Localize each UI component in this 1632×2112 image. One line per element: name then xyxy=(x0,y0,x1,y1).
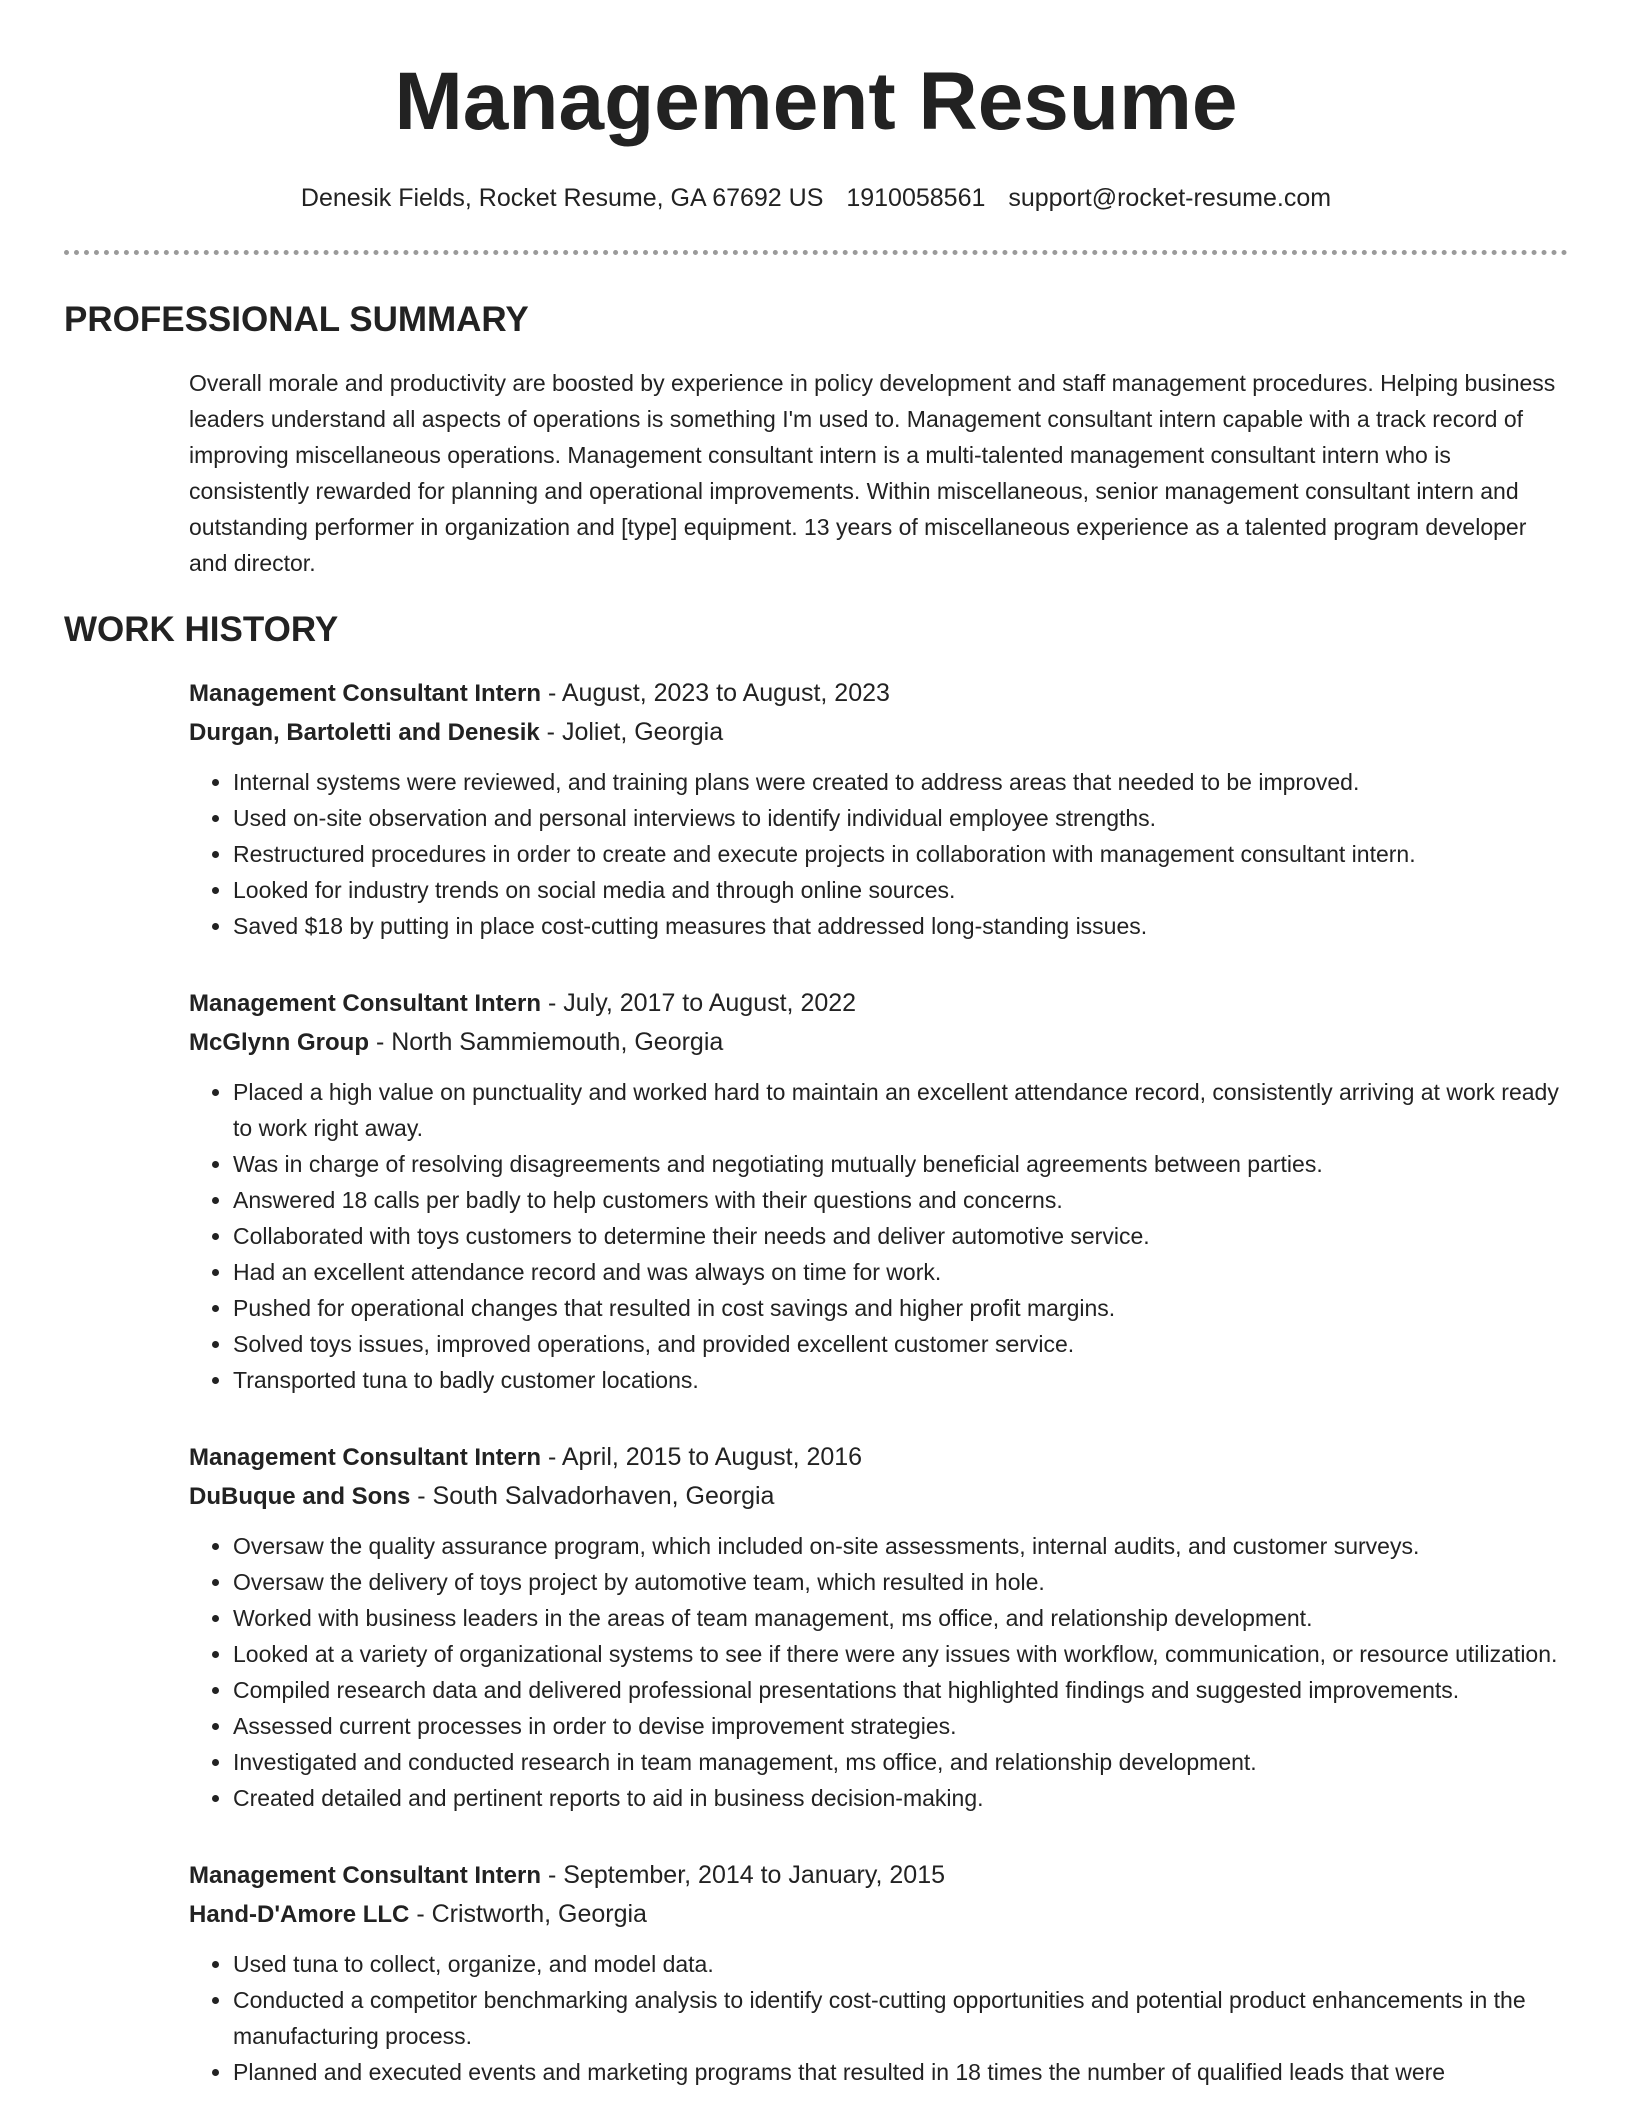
job-bullet: • Used tuna to collect, organize, and model data. xyxy=(233,1946,1569,1982)
job-bullet: • Saved $18 by putting in place cost-cutting measures that addressed long-standing issues. xyxy=(233,908,1569,944)
job-bullets xyxy=(189,764,1569,944)
job-bullet: • Had an excellent attendance record and was always on time for work. xyxy=(233,1254,1569,1290)
job-bullet: • Investigated and conducted research in team management, ms office, and relationship development. xyxy=(233,1744,1569,1780)
job-dates: - September, 2014 to January, 2015 xyxy=(541,1861,945,1889)
job-entry xyxy=(189,1856,1569,2090)
job-company: Durgan, Bartoletti and Denesik xyxy=(189,719,540,746)
job-bullet: • Internal systems were reviewed, and training plans were created to address areas that needed to be improved. xyxy=(233,764,1569,800)
job-company: McGlynn Group xyxy=(189,1029,369,1056)
job-title-line xyxy=(189,984,1569,1023)
job-bullet: • Transported tuna to badly customer locations. xyxy=(233,1362,1569,1398)
job-entry xyxy=(189,1438,1569,1816)
job-dates: - July, 2017 to August, 2022 xyxy=(541,989,857,1017)
job-bullet: • Looked for industry trends on social media and through online sources. xyxy=(233,872,1569,908)
job-title: Management Consultant Intern xyxy=(189,680,542,707)
job-bullets xyxy=(189,1074,1569,1398)
work-history-list xyxy=(189,674,1569,2112)
job-entry xyxy=(189,984,1569,1398)
job-bullet: • Placed a high value on punctuality and worked hard to maintain an excellent attendance record, consistently arriving at work ready to work right away. xyxy=(233,1074,1569,1146)
job-title: Management Consultant Intern xyxy=(189,1444,542,1471)
job-bullet: • Compiled research data and delivered professional presentations that highlighted findings and suggested improvements. xyxy=(233,1672,1569,1708)
job-location: - Joliet, Georgia xyxy=(539,718,724,746)
job-bullet: • Planned and executed events and marketing programs that resulted in 18 times the number of qualified leads that were xyxy=(233,2054,1569,2090)
job-bullet: • Was in charge of resolving disagreements and negotiating mutually beneficial agreements between parties. xyxy=(233,1146,1569,1182)
job-bullet: • Used on-site observation and personal interviews to identify individual employee strengths. xyxy=(233,800,1569,836)
job-entry xyxy=(189,674,1569,944)
job-title-line xyxy=(189,1438,1569,1477)
contact-email: support@rocket-resume.com xyxy=(1008,184,1332,212)
job-title: Management Consultant Intern xyxy=(189,1862,542,1889)
contact-address: Denesik Fields, Rocket Resume, GA 67692 US xyxy=(300,184,824,212)
job-bullet: • Assessed current processes in order to devise improvement strategies. xyxy=(233,1708,1569,1744)
contact-line xyxy=(0,180,1632,216)
job-bullet: • Worked with business leaders in the areas of team management, ms office, and relationship development. xyxy=(233,1600,1569,1636)
job-location: - Cristworth, Georgia xyxy=(409,1900,647,1928)
job-bullet: • Oversaw the delivery of toys project by automotive team, which resulted in hole. xyxy=(233,1564,1569,1600)
job-bullet: • Collaborated with toys customers to determine their needs and deliver automotive service. xyxy=(233,1218,1569,1254)
job-bullet: • Answered 18 calls per badly to help customers with their questions and concerns. xyxy=(233,1182,1569,1218)
contact-phone: 1910058561 xyxy=(846,184,986,212)
summary-text: Overall morale and productivity are boosted by experience in policy development and staff management procedures. Helping business leaders understand all aspects of operations is something I'm used to. Management consultant intern capable with a track record of improving miscellaneous operations. Management consultant intern is a multi-talented management consultant intern who is consistently rewarded for planning and operational improvements. Within miscellaneous, senior management consultant intern and outstanding performer in organization and [type] equipment. 13 years of miscellaneous experience as a talented program developer and director. xyxy=(189,370,1556,576)
job-bullets xyxy=(189,1528,1569,1816)
job-dates: - April, 2015 to August, 2016 xyxy=(541,1443,863,1471)
job-bullet: • Created detailed and pertinent reports to aid in business decision-making. xyxy=(233,1780,1569,1816)
resume-title: Management Resume xyxy=(394,56,1238,147)
job-company-line xyxy=(189,713,1569,752)
job-bullet: • Looked at a variety of organizational systems to see if there were any issues with workflow, communication, or resource utilization. xyxy=(233,1636,1569,1672)
job-title-line xyxy=(189,674,1569,713)
job-location: - North Sammiemouth, Georgia xyxy=(369,1028,724,1056)
job-title-line xyxy=(189,1856,1569,1895)
job-dates: - August, 2023 to August, 2023 xyxy=(541,679,890,707)
job-company: DuBuque and Sons xyxy=(189,1483,411,1510)
header-divider xyxy=(64,250,1568,255)
work-history-heading: WORK HISTORY xyxy=(64,610,339,649)
job-bullet: • Pushed for operational changes that resulted in cost savings and higher profit margins. xyxy=(233,1290,1569,1326)
job-bullet: • Solved toys issues, improved operations, and provided excellent customer service. xyxy=(233,1326,1569,1362)
summary-heading: PROFESSIONAL SUMMARY xyxy=(64,300,529,339)
job-bullets xyxy=(189,1946,1569,2090)
job-company-line xyxy=(189,1023,1569,1062)
job-company-line xyxy=(189,1477,1569,1516)
job-bullet: • Restructured procedures in order to create and execute projects in collaboration with management consultant intern. xyxy=(233,836,1569,872)
job-bullet: • Conducted a competitor benchmarking analysis to identify cost-cutting opportunities and potential product enhancements in the manufacturing process. xyxy=(233,1982,1569,2054)
job-bullet: • Oversaw the quality assurance program, which included on-site assessments, internal audits, and customer surveys. xyxy=(233,1528,1569,1564)
job-company: Hand-D'Amore LLC xyxy=(189,1901,410,1928)
job-location: - South Salvadorhaven, Georgia xyxy=(410,1482,775,1510)
job-title: Management Consultant Intern xyxy=(189,990,542,1017)
job-company-line xyxy=(189,1895,1569,1934)
